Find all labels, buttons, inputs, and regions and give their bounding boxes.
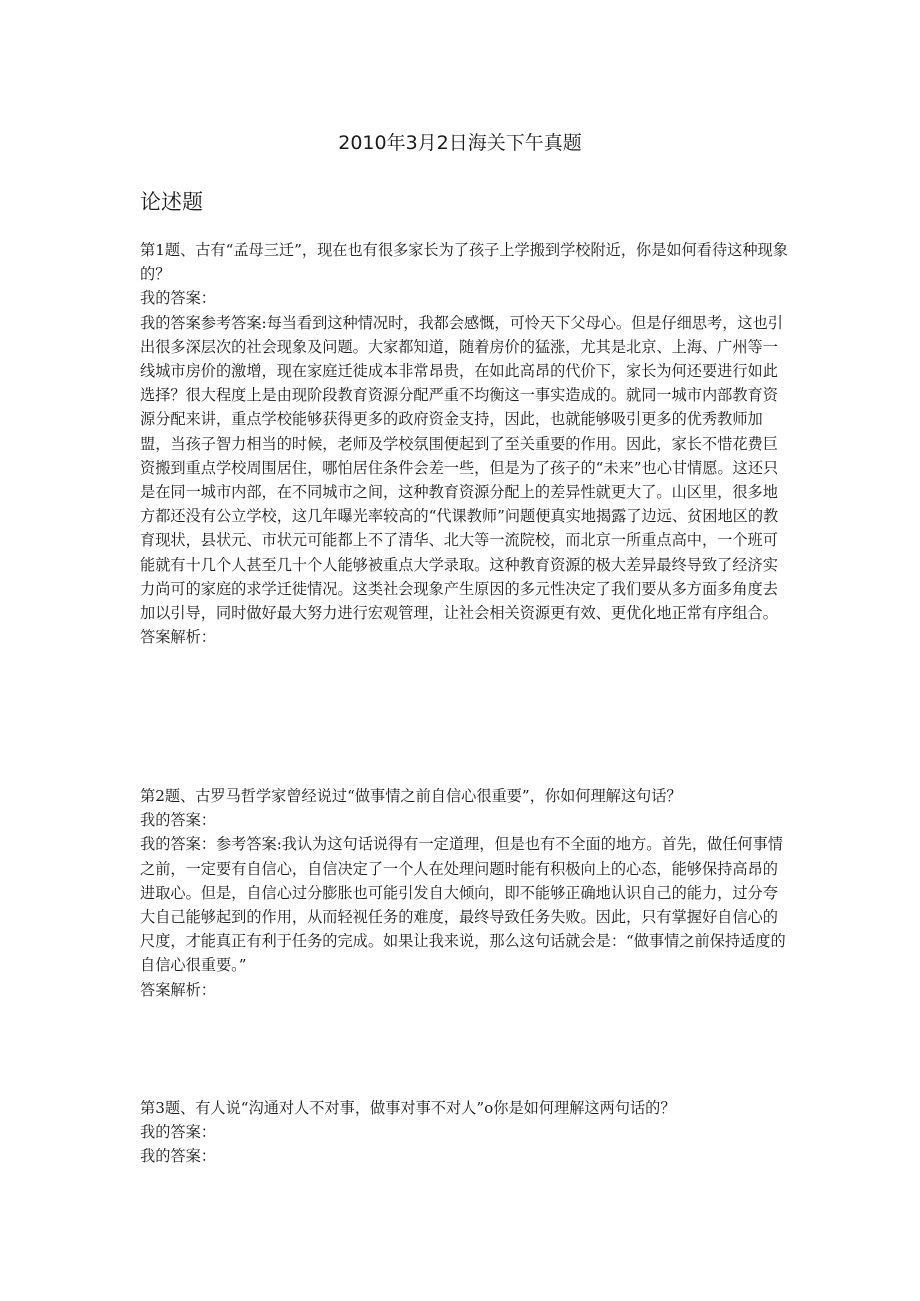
question-text: 第2题、古罗马哲学家曾经说过“做事情之前自信心很重要”，你如何理解这句话？ [140, 787, 682, 805]
question-block-3 [140, 1096, 790, 1169]
my-answer-label: 我的答案： [140, 289, 216, 308]
my-answer-label: 我的答案： [140, 811, 216, 830]
question-block-1 [140, 238, 790, 649]
analysis-label: 答案解析： [140, 980, 216, 999]
answer-text: 我的答案参考答案:每当看到这种情况时，我都会感慨，可怜天下父母心。但是仔细思考，这也引出很多深层次的社会现象及问题。大家都知道，随着房价的猛涨，尤其是北京、上海、广州等一线城市房价的激增，现在家庭迁徙成本非常昂贵，在如此高昂的代价下，家长为何还要进行如此选择？很大程度上是由现阶段教育资源分配严重不均衡这一事实造成的。就同一城市内部教育资源分配来讲，重点学校能够获得更多的政府资金支持，因此，也就能够吸引更多的优秀教师加盟，当孩子智力相当的时候，老师及学校氛围便起到了至关重要的作用。因此，家长不惜花费巨资搬到重点学校周围居住，哪怕居住条件会差一些，但是为了孩子的“未来”也心甘情愿。这还只是在同一城市内部，在不同城市之间，这种教育资源分配上的差异性就更大了。山区里，很多地方都还没有公立学校，这几年曝光率较高的“代课教师”问题便真实地揭露了边远、贫困地区的教育现状，县状元、市状元可能都上不了清华、北大等一流院校，而北京一所重点高中，一个班可能就有十几个人甚至几十个人能够被重点大学录取。这种教育资源的极大差异最终导致了经济实力尚可的家庭的求学迁徙情况。这类社会现象产生原因的多元性决定了我们要从多方面多角度去加以引导，同时做好最大努力进行宏观管理，让社会相关资源更有效、更优化地正常有序组合。 [140, 313, 783, 623]
section-title: 论述题 [140, 190, 203, 214]
answer-text: 我的答案： [140, 1147, 216, 1166]
question-text: 第1题、古有“孟母三迁”，现在也有很多家长为了孩子上学搬到学校附近，你是如何看待这种现象的？ [140, 241, 788, 284]
my-answer-label: 我的答案： [140, 1123, 216, 1142]
document-title: 2010年3月2日海关下午真题 [338, 132, 582, 154]
question-text: 第3题、有人说“沟通对人不对事，做事对事不对人”o你是如何理解这两句话的？ [140, 1099, 676, 1117]
analysis-label: 答案解析： [140, 628, 216, 647]
answer-text: 我的答案：参考答案:我认为这句话说得有一定道理，但是也有不全面的地方。首先，做任何事情之前，一定要有自信心，自信决定了一个人在处理问题时能有积极向上的心态，能够保持高昂的进取心。但是，自信心过分膨胀也可能引发自大倾向，即不能够正确地认识自己的能力，过分夸大自己能够起到的作用，从而轻视任务的难度，最终导致任务失败。因此，只有掌握好自信心的尺度，才能真正有利于任务的完成。如果让我来说，那么这句话就会是：“做事情之前保持适度的自信心很重要。” [140, 835, 786, 975]
question-block-2 [140, 784, 790, 1002]
